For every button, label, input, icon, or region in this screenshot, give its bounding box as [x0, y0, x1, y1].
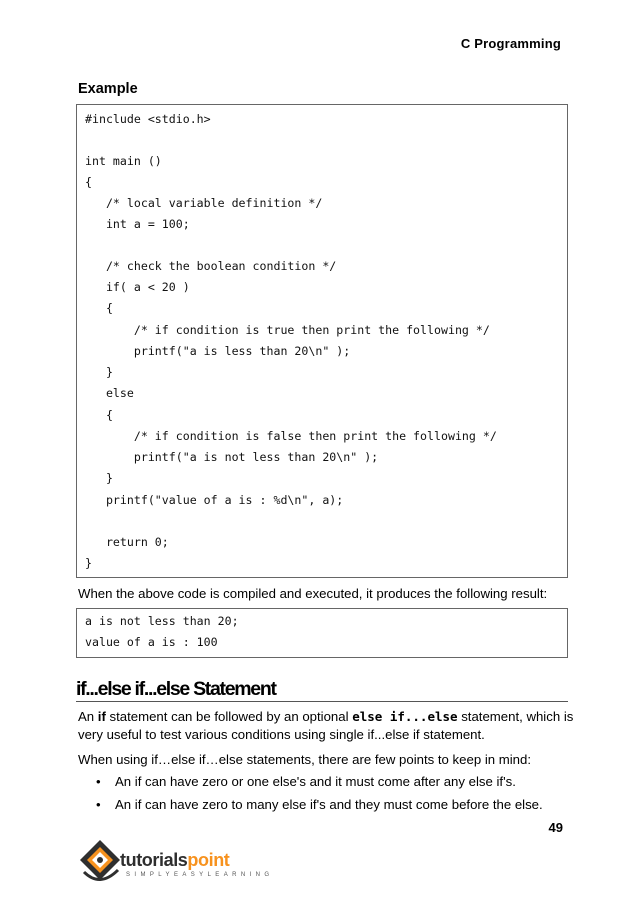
code-line: } [85, 556, 92, 570]
paragraph-text: statement can be followed by an optional [105, 709, 353, 724]
code-line: int main () [85, 154, 162, 168]
body-paragraph [78, 708, 573, 726]
keyword-if: if [97, 709, 106, 724]
logo-name-main: tutorials [120, 850, 188, 870]
logo-tagline: SIMPLYEASYLEARNING [126, 872, 274, 878]
bullet-icon: • [96, 774, 101, 789]
page-number: 49 [548, 820, 563, 835]
bullet-text: An if can have zero to many else if's and they must come before the else. [115, 797, 543, 812]
code-line: } [85, 471, 113, 485]
code-line: /* if condition is true then print the following */ [85, 323, 490, 337]
code-line: { [85, 408, 113, 422]
section-divider [76, 701, 568, 702]
code-line: printf("a is not less than 20\n" ); [85, 450, 379, 464]
body-paragraph-line: very useful to test various conditions using single if...else if statement. [78, 727, 485, 742]
example-heading: Example [78, 81, 138, 97]
code-line: int a = 100; [85, 217, 190, 231]
bullet-text: An if can have zero or one else's and it must come after any else if's. [115, 774, 516, 789]
paragraph-text: An [78, 709, 98, 724]
code-line: /* if condition is false then print the following */ [85, 429, 497, 443]
code-line: if( a < 20 ) [85, 280, 190, 294]
code-line: /* local variable definition */ [85, 196, 323, 210]
code-line: { [85, 175, 92, 189]
code-line: { [85, 301, 113, 315]
code-line: printf("a is less than 20\n" ); [85, 344, 351, 358]
logo-mark-icon [78, 838, 126, 888]
code-line: #include <stdio.h> [85, 112, 211, 126]
logo-name-accent: point [187, 850, 230, 870]
paragraph-text: statement, which is [457, 709, 574, 724]
tutorialspoint-logo [78, 834, 278, 896]
output-block [76, 608, 568, 658]
result-intro-text: When the above code is compiled and executed, it produces the following result: [78, 586, 548, 601]
body-paragraph: When using if…else if…else statements, there are few points to keep in mind: [78, 752, 531, 767]
code-block [76, 104, 568, 578]
code-line: } [85, 365, 113, 379]
code-line: return 0; [85, 535, 169, 549]
logo-wordmark [120, 850, 229, 871]
keyword-else-if-else: else if...else [352, 709, 458, 724]
code-line: else [85, 386, 134, 400]
bullet-icon: • [96, 797, 101, 812]
running-header-title: C Programming [460, 36, 561, 51]
code-line: /* check the boolean condition */ [85, 259, 337, 273]
output-line: value of a is : 100 [85, 635, 218, 649]
output-line: a is not less than 20; [85, 614, 239, 628]
code-line: printf("value of a is : %d\n", a); [85, 493, 344, 507]
section-heading: if...else if...else Statement [76, 678, 276, 700]
